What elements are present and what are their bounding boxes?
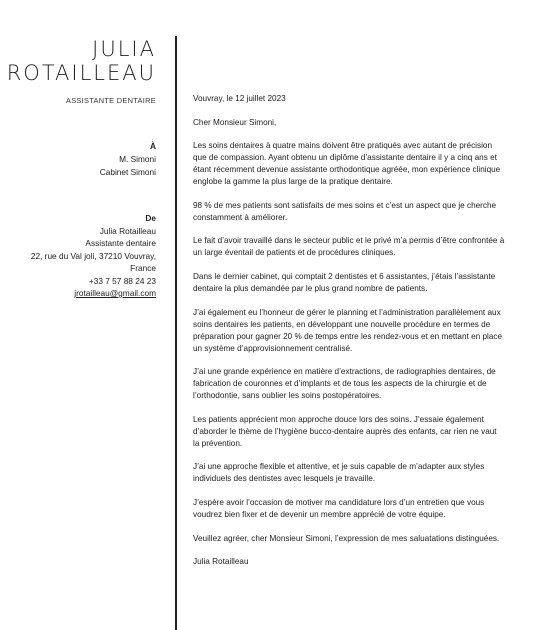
letter-paragraph: J’ai une grande expérience en matière d’extractions, de radiographies dentaires, de fabrication de couronnes et d’implants et de tous les aspects de la chirurgie et de l’orthodontie, sans oublier les soins postopératoires. — [193, 367, 496, 401]
recipient-company: Cabinet Simoni — [99, 167, 156, 177]
applicant-name — [7, 37, 156, 85]
letter-date: Vouvray, le 12 juillet 2023 — [193, 94, 286, 103]
recipient-name: M. Simoni — [119, 154, 156, 164]
letter-paragraph: Le fait d’avoir travaillé dans le secteur public et le privé m’a permis d’être confrontée à un large éventail de patients et de procédures cliniques. — [193, 236, 505, 258]
vertical-divider — [175, 36, 177, 630]
letter-paragraph: Les soins dentaires à quatre mains doivent être pratiqués avec autant de précision que de compassion. Ayant obtenu un diplôme d’assistante dentaire il y a cinq ans et étant récemment devenue assistante orthodontique agréée, mon expérience clinique englobe la gamme la plus large de la pratique dentaire. — [193, 141, 501, 187]
letter-salutation: Cher Monsieur Simoni, — [193, 117, 277, 127]
sender-email-link[interactable]: jrotailleau@gmail.com — [74, 288, 156, 298]
recipient-label: À — [150, 141, 156, 151]
job-title: ASSISTANTE DENTAIRE — [65, 96, 156, 105]
letter-paragraph: J’ai également eu l’honneur de gérer le planning et l’administration parallèlement aux soins dentaires les patients, en développant une nouvelle procédure en termes de préparation pour gagner 20 % de temps entre les rendez-vous et en mettant en place un système d’approvisionnement centralisé. — [193, 307, 503, 353]
sender-block — [31, 212, 156, 300]
sender-label: De — [145, 213, 156, 223]
sender-country: France — [130, 263, 156, 273]
sidebar — [0, 0, 166, 630]
letter-signature: Julia Rotailleau — [193, 557, 249, 567]
letter-body — [193, 93, 505, 580]
first-name: JULIA — [92, 37, 156, 61]
sender-name: Julia Rotailleau — [99, 225, 156, 236]
letter-paragraph: Veuillez agréer, cher Monsieur Simoni, l’expression de mes saluatations distinguées. — [193, 533, 500, 543]
sender-phone: +33 7 57 88 24 23 — [88, 275, 156, 286]
letter-paragraph: Les patients apprécient mon approche douce lors des soins. J’essaie également d’aborder le thème de l’hygiène bucco-dentaire auprès des enfants, car rien ne vaut la prévention. — [193, 414, 497, 448]
letter-paragraph: Dans le dernier cabinet, qui comptait 2 dentistes et 6 assistantes, j’étais l’assistante dentaire la plus demandée par le plus grand nombre de patients. — [193, 271, 496, 293]
letter-paragraph: J’espère avoir l’occasion de motiver ma candidature lors d’un entretien que vous voudrez bien fixer et de devenir un membre apprécié de votre équipe. — [193, 497, 485, 519]
recipient-block — [100, 140, 156, 179]
sender-role: Assistante dentaire — [85, 238, 156, 248]
letter-paragraph: 98 % de mes patients sont satisfaits de mes soins et c’est un aspect que je cherche constamment à améliorer. — [193, 200, 497, 222]
sender-address: 22, rue du Val joli, 37210 Vouvray, — [30, 250, 156, 261]
letter-paragraph: J’ai une approche flexible et attentive, et je suis capable de m’adapter aux styles individuels des dentistes avec lesquels je travaille. — [193, 462, 485, 484]
last-name: ROTAILLEAU — [6, 61, 156, 85]
